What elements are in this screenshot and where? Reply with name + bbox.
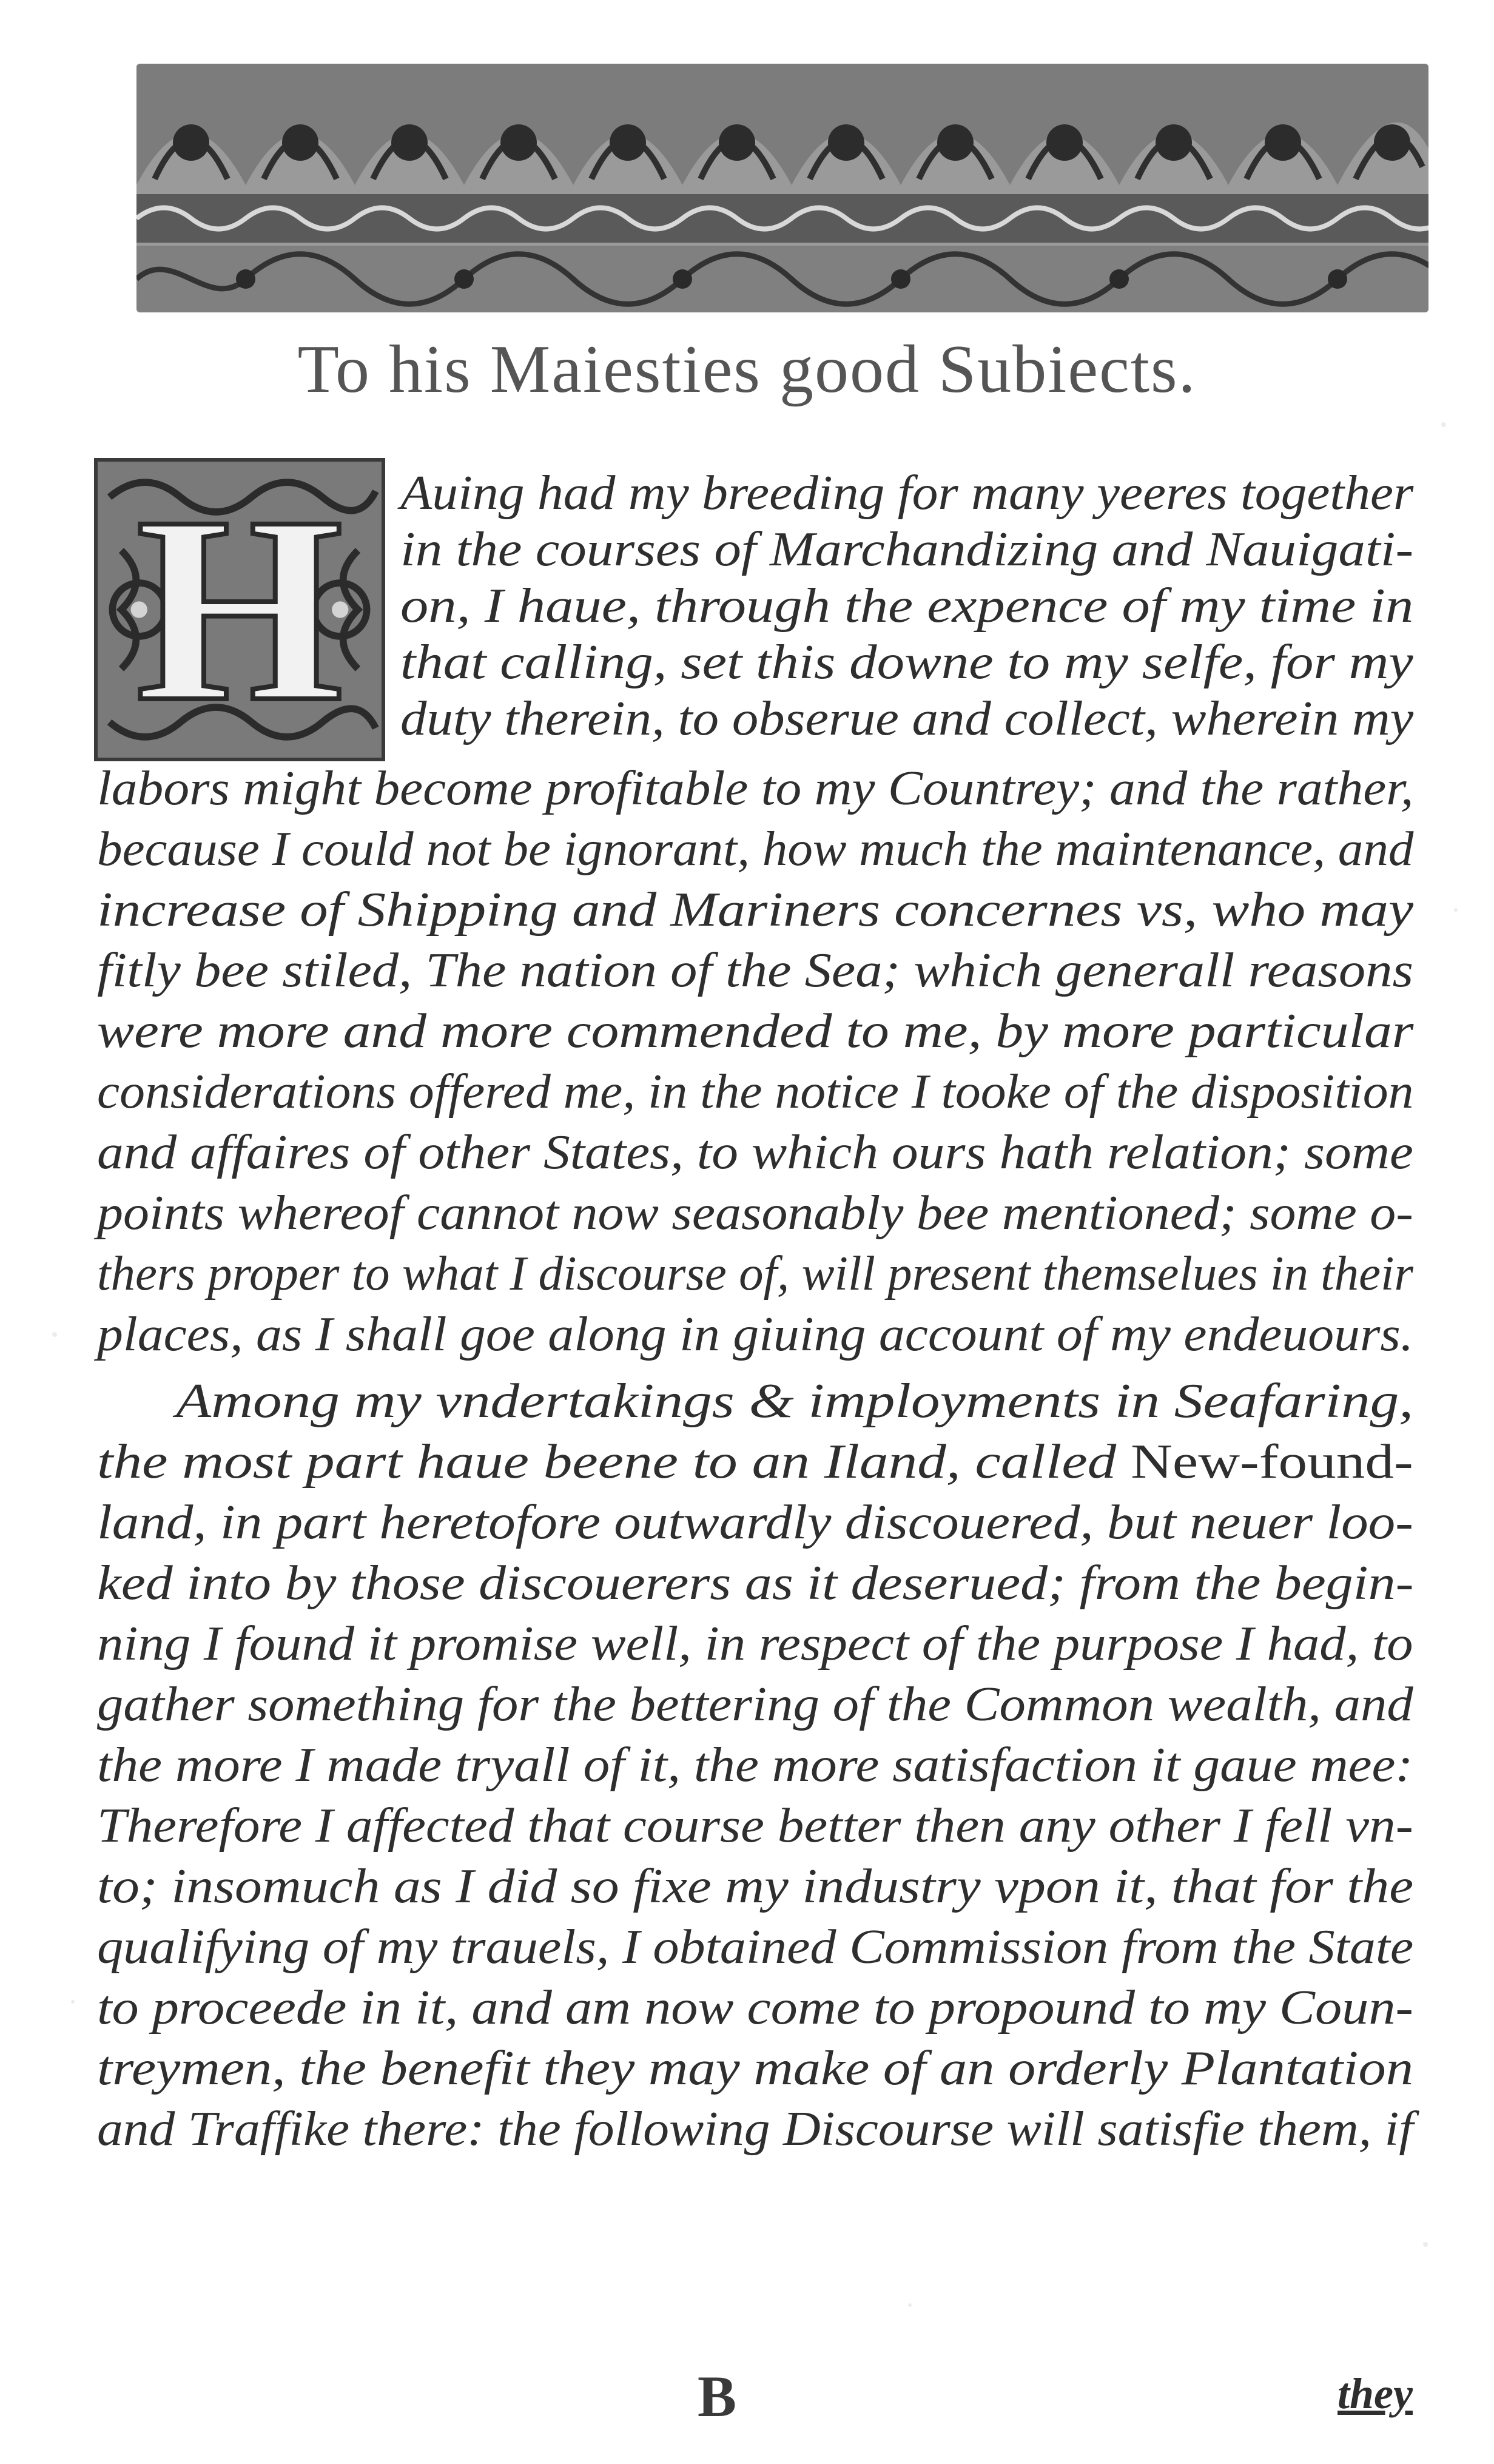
text-line: labors might become profitable to my Countrey; and the rather,	[97, 762, 1414, 815]
text-line: Therefore I affected that course better then any other I fell vn-	[97, 1799, 1413, 1853]
text-line: duty therein, to obserue and collect, wherein my	[400, 692, 1414, 746]
headpiece-ornament-icon	[136, 64, 1428, 312]
text-line: considerations offered me, in the notice I tooke of the disposition	[97, 1065, 1414, 1119]
text-line: in the courses of Marchandizing and Nauigati-	[400, 523, 1414, 576]
text-line: increase of Shipping and Mariners concernes vs, who may	[97, 883, 1414, 937]
text-line: qualifying of my trauels, I obtained Commission from the State	[97, 1920, 1414, 1974]
text-line: the most part haue beene to an Iland, called New-found-	[97, 1435, 1413, 1489]
text-line: land, in part heretofore outwardly discouered, but neuer loo-	[97, 1496, 1413, 1549]
text-line: treymen, the benefit they may make of an orderly Plantation	[97, 2042, 1413, 2095]
text-line: and affaires of other States, to which ours hath relation; some	[97, 1126, 1413, 1179]
text-line: because I could not be ignorant, how much the maintenance, and	[97, 823, 1414, 876]
text-line: were more and more commended to me, by more particular	[97, 1005, 1414, 1058]
text-line: to proceede in it, and am now come to propound to my Coun-	[97, 1981, 1413, 2035]
decorated-initial	[94, 458, 385, 761]
drop-cap-letter: H	[135, 462, 344, 757]
text-line: on, I haue, through the expence of my time in	[400, 579, 1414, 633]
catchword: they	[1338, 2369, 1413, 2418]
text-line: gather something for the bettering of the Common wealth, and	[97, 1678, 1413, 1731]
text-line: the more I made tryall of it, the more satisfaction it gaue mee:	[97, 1739, 1413, 1792]
text-line: Among my vndertakings & imployments in Seafaring,	[176, 1375, 1414, 1428]
signature-mark: B	[698, 2364, 737, 2429]
text-line: fitly bee stiled, The nation of the Sea; which generall reasons	[97, 944, 1413, 997]
ornamental-headpiece	[136, 64, 1428, 312]
text-line: thers proper to what I discourse of, will present themselues in their	[97, 1247, 1414, 1301]
page-title: To his Maiesties good Subiects.	[297, 332, 1197, 407]
text-line: places, as I shall goe along in giuing account of my endeuours.	[97, 1308, 1414, 1361]
text-line: points whereof cannot now seasonably bee mentioned; some o-	[97, 1187, 1413, 1240]
roman-type-phrase: New-found-	[1131, 1435, 1413, 1489]
text-line: ked into by those discouerers as it deserued; from the begin-	[97, 1557, 1414, 1610]
text-line: and Traffike there: the following Discourse will satisfie them, if	[97, 2102, 1414, 2156]
text-line: to; insomuch as I did so fixe my industry vpon it, that for the	[97, 1860, 1414, 1913]
text-line: Auing had my breeding for many yeeres together	[400, 466, 1414, 520]
text-line: that calling, set this downe to my selfe, for my	[400, 636, 1413, 689]
text-line: ning I found it promise well, in respect of the purpose I had, to	[97, 1617, 1413, 1671]
